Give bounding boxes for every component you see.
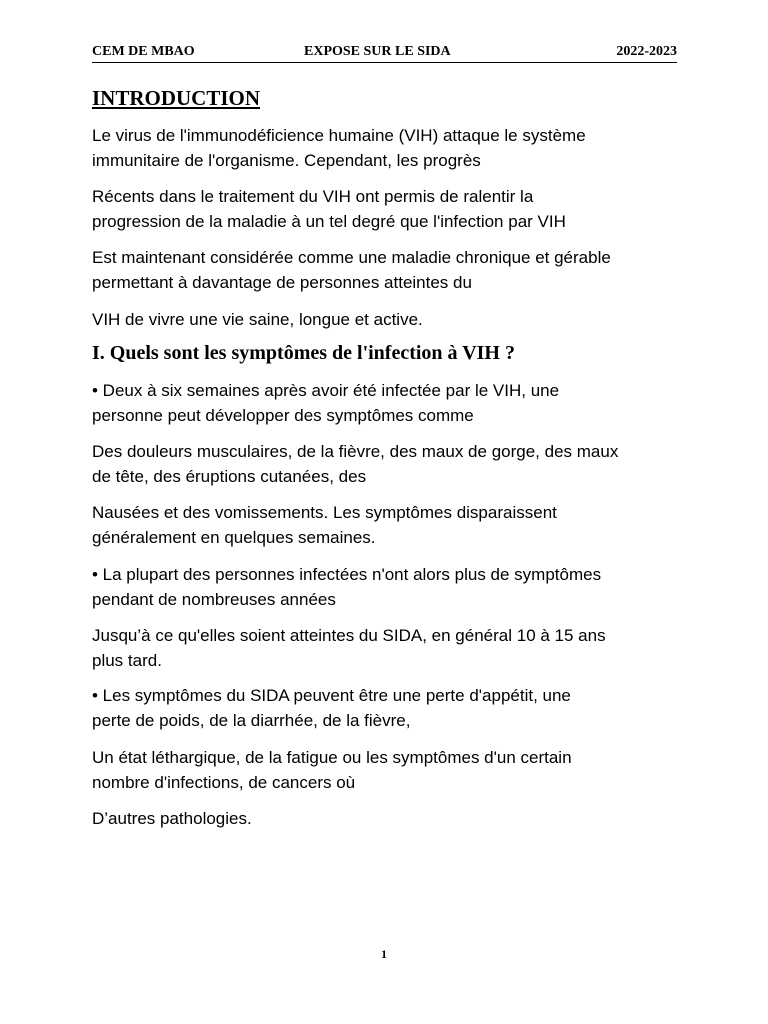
- introduction-heading: INTRODUCTION: [92, 86, 261, 110]
- text-line: • La plupart des personnes infectées n'ont alors plus de symptômes: [92, 565, 602, 584]
- symptoms-paragraph-8: [92, 806, 682, 831]
- symptoms-paragraph-3: [92, 500, 682, 550]
- text-line: permettant à davantage de personnes atteintes du: [92, 273, 472, 292]
- symptoms-paragraph-7: [92, 745, 682, 795]
- text-line: Des douleurs musculaires, de la fièvre, des maux de gorge, des maux: [92, 442, 619, 461]
- intro-paragraph-2: [92, 184, 682, 234]
- text-line: nombre d'infections, de cancers où: [92, 773, 356, 792]
- header-school: CEM DE MBAO: [92, 44, 195, 59]
- symptoms-paragraph-5: [92, 623, 682, 673]
- symptoms-paragraph-4: [92, 562, 682, 612]
- text-line: VIH de vivre une vie saine, longue et active.: [92, 310, 423, 329]
- text-line: Un état léthargique, de la fatigue ou les symptômes d'un certain: [92, 748, 572, 767]
- text-line: • Deux à six semaines après avoir été infectée par le VIH, une: [92, 381, 560, 400]
- text-line: généralement en quelques semaines.: [92, 528, 376, 547]
- text-line: immunitaire de l'organisme. Cependant, les progrès: [92, 151, 481, 170]
- text-line: de tête, des éruptions cutanées, des: [92, 467, 367, 486]
- text-line: Nausées et des vomissements. Les symptômes disparaissent: [92, 503, 557, 522]
- page-header: [92, 42, 677, 63]
- text-line: D’autres pathologies.: [92, 809, 252, 828]
- intro-paragraph-3: [92, 245, 682, 295]
- text-line: pendant de nombreuses années: [92, 590, 336, 609]
- text-line: perte de poids, de la diarrhée, de la fièvre,: [92, 711, 411, 730]
- text-line: Récents dans le traitement du VIH ont permis de ralentir la: [92, 187, 534, 206]
- intro-paragraph-4: [92, 307, 682, 332]
- text-line: • Les symptômes du SIDA peuvent être une perte d'appétit, une: [92, 686, 571, 705]
- header-subject: EXPOSE SUR LE SIDA: [304, 44, 451, 59]
- page-number: 1: [381, 947, 387, 961]
- text-line: personne peut développer des symptômes comme: [92, 406, 474, 425]
- text-line: progression de la maladie à un tel degré que l'infection par VIH: [92, 212, 566, 231]
- symptoms-paragraph-2: [92, 439, 682, 489]
- symptoms-paragraph-6: [92, 683, 682, 733]
- text-line: Le virus de l'immunodéficience humaine (VIH) attaque le système: [92, 126, 586, 145]
- section-1-heading: I. Quels sont les symptômes de l'infection à VIH ?: [92, 342, 515, 364]
- text-line: Est maintenant considérée comme une maladie chronique et gérable: [92, 248, 611, 267]
- symptoms-paragraph-1: [92, 378, 682, 428]
- text-line: Jusqu’à ce qu'elles soient atteintes du SIDA, en général 10 à 15 ans: [92, 626, 606, 645]
- text-line: plus tard.: [92, 651, 162, 670]
- intro-paragraph-1: [92, 123, 682, 173]
- header-year: 2022-2023: [616, 44, 677, 59]
